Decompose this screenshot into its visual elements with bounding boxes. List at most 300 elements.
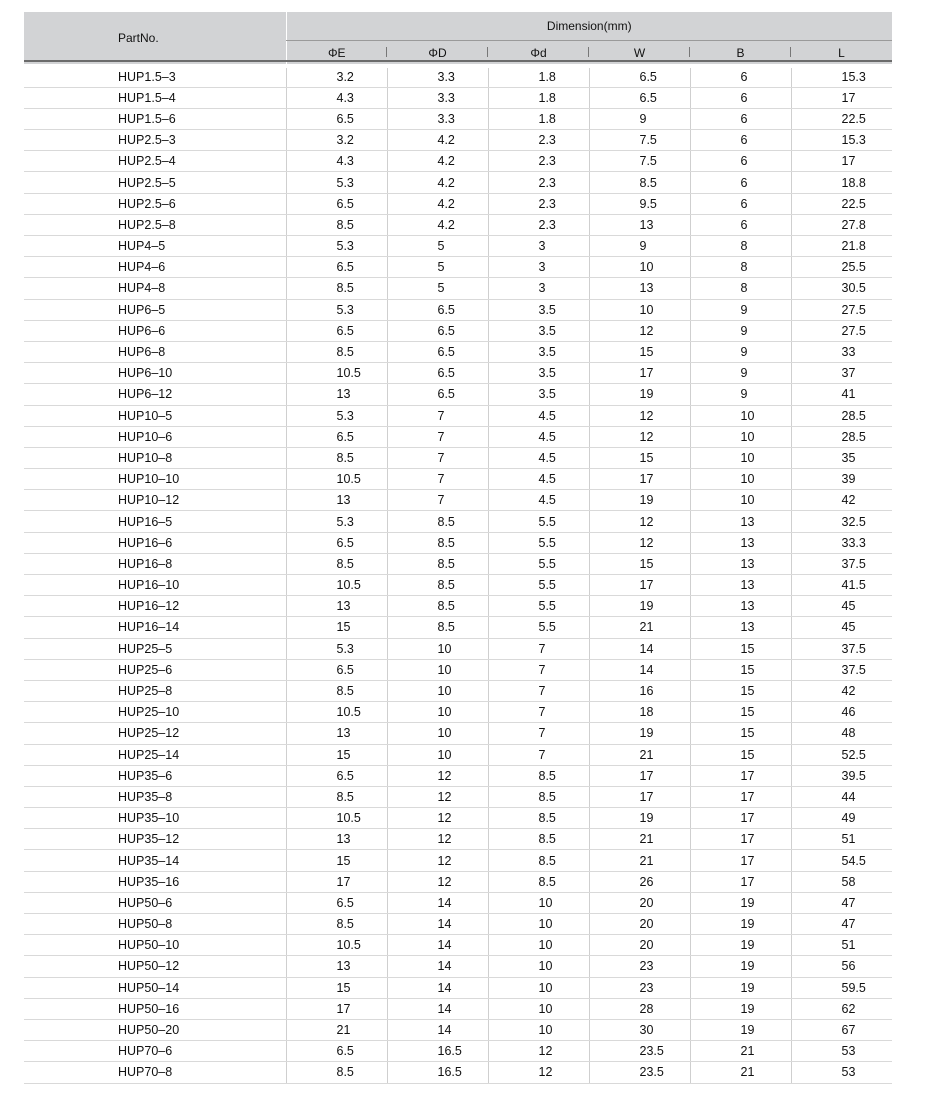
- cell-phi-small-d: 10: [488, 998, 589, 1019]
- cell-phi-small-d: 5.5: [488, 532, 589, 553]
- cell-partno: HUP10–12: [24, 490, 286, 511]
- cell-partno: HUP2.5–5: [24, 172, 286, 193]
- cell-partno: HUP25–8: [24, 680, 286, 701]
- cell-l: 41.5: [791, 575, 892, 596]
- cell-phi-e: 5.3: [286, 172, 387, 193]
- cell-phi-e: 17: [286, 871, 387, 892]
- dimension-header: Dimension(mm): [286, 12, 892, 41]
- cell-w: 19: [589, 490, 690, 511]
- cell-phi-small-d: 3: [488, 278, 589, 299]
- table-row: [24, 172, 892, 193]
- cell-b: 10: [690, 447, 791, 468]
- cell-phi-small-d: 10: [488, 892, 589, 913]
- cell-l: 49: [791, 808, 892, 829]
- cell-l: 46: [791, 702, 892, 723]
- cell-phi-d: 10: [387, 702, 488, 723]
- cell-phi-small-d: 8.5: [488, 765, 589, 786]
- cell-l: 37.5: [791, 553, 892, 574]
- cell-partno: HUP1.5–6: [24, 108, 286, 129]
- cell-partno: HUP16–5: [24, 511, 286, 532]
- cell-w: 23: [589, 956, 690, 977]
- cell-partno: HUP25–14: [24, 744, 286, 765]
- cell-phi-e: 8.5: [286, 1062, 387, 1083]
- cell-phi-small-d: 7: [488, 659, 589, 680]
- cell-b: 6: [690, 172, 791, 193]
- cell-partno: HUP10–10: [24, 469, 286, 490]
- cell-b: 10: [690, 469, 791, 490]
- cell-w: 23: [589, 977, 690, 998]
- cell-l: 33.3: [791, 532, 892, 553]
- cell-l: 52.5: [791, 744, 892, 765]
- cell-b: 19: [690, 935, 791, 956]
- cell-phi-e: 13: [286, 829, 387, 850]
- cell-l: 54.5: [791, 850, 892, 871]
- cell-w: 15: [589, 447, 690, 468]
- cell-phi-d: 3.3: [387, 108, 488, 129]
- cell-phi-d: 8.5: [387, 575, 488, 596]
- cell-partno: HUP6–12: [24, 384, 286, 405]
- cell-phi-d: 6.5: [387, 363, 488, 384]
- cell-phi-d: 16.5: [387, 1041, 488, 1062]
- cell-phi-e: 8.5: [286, 214, 387, 235]
- cell-phi-e: 13: [286, 596, 387, 617]
- cell-b: 19: [690, 892, 791, 913]
- cell-b: 19: [690, 977, 791, 998]
- cell-partno: HUP4–8: [24, 278, 286, 299]
- cell-l: 25.5: [791, 257, 892, 278]
- cell-b: 15: [690, 638, 791, 659]
- table-row: [24, 320, 892, 341]
- cell-phi-e: 5.3: [286, 511, 387, 532]
- cell-phi-d: 14: [387, 956, 488, 977]
- cell-phi-small-d: 3.5: [488, 363, 589, 384]
- cell-w: 9: [589, 108, 690, 129]
- cell-phi-d: 5: [387, 278, 488, 299]
- cell-phi-e: 13: [286, 490, 387, 511]
- cell-b: 19: [690, 1019, 791, 1040]
- cell-phi-d: 4.2: [387, 151, 488, 172]
- cell-phi-d: 12: [387, 871, 488, 892]
- cell-b: 21: [690, 1041, 791, 1062]
- cell-l: 18.8: [791, 172, 892, 193]
- cell-b: 15: [690, 680, 791, 701]
- cell-partno: HUP1.5–3: [24, 66, 286, 87]
- cell-l: 45: [791, 596, 892, 617]
- cell-phi-d: 3.3: [387, 66, 488, 87]
- cell-phi-e: 4.3: [286, 87, 387, 108]
- cell-l: 37.5: [791, 659, 892, 680]
- cell-w: 6.5: [589, 87, 690, 108]
- table-row: [24, 532, 892, 553]
- cell-phi-small-d: 4.5: [488, 447, 589, 468]
- cell-l: 27.5: [791, 299, 892, 320]
- cell-phi-e: 13: [286, 723, 387, 744]
- cell-phi-small-d: 3: [488, 236, 589, 257]
- cell-phi-small-d: 10: [488, 935, 589, 956]
- table-row: [24, 723, 892, 744]
- cell-b: 9: [690, 341, 791, 362]
- table-row: [24, 998, 892, 1019]
- cell-w: 17: [589, 575, 690, 596]
- cell-phi-d: 7: [387, 426, 488, 447]
- cell-partno: HUP16–6: [24, 532, 286, 553]
- cell-partno: HUP50–20: [24, 1019, 286, 1040]
- cell-phi-small-d: 12: [488, 1062, 589, 1083]
- cell-phi-d: 6.5: [387, 320, 488, 341]
- cell-phi-small-d: 1.8: [488, 87, 589, 108]
- cell-l: 47: [791, 892, 892, 913]
- cell-phi-d: 6.5: [387, 299, 488, 320]
- table-row: [24, 786, 892, 807]
- cell-w: 9.5: [589, 193, 690, 214]
- table-row: [24, 214, 892, 235]
- cell-b: 17: [690, 765, 791, 786]
- cell-l: 30.5: [791, 278, 892, 299]
- table-row: [24, 596, 892, 617]
- table-row: [24, 956, 892, 977]
- cell-b: 13: [690, 575, 791, 596]
- cell-phi-e: 10.5: [286, 808, 387, 829]
- cell-b: 6: [690, 151, 791, 172]
- cell-phi-small-d: 8.5: [488, 850, 589, 871]
- table-row: [24, 659, 892, 680]
- table-row: [24, 617, 892, 638]
- cell-l: 42: [791, 490, 892, 511]
- cell-phi-d: 10: [387, 744, 488, 765]
- cell-w: 12: [589, 426, 690, 447]
- cell-phi-e: 8.5: [286, 914, 387, 935]
- cell-l: 62: [791, 998, 892, 1019]
- cell-partno: HUP50–8: [24, 914, 286, 935]
- table-row: [24, 1041, 892, 1062]
- cell-phi-e: 5.3: [286, 236, 387, 257]
- cell-phi-e: 5.3: [286, 405, 387, 426]
- cell-b: 17: [690, 850, 791, 871]
- cell-phi-d: 12: [387, 765, 488, 786]
- cell-partno: HUP35–10: [24, 808, 286, 829]
- cell-phi-small-d: 7: [488, 723, 589, 744]
- cell-phi-small-d: 8.5: [488, 829, 589, 850]
- cell-w: 23.5: [589, 1041, 690, 1062]
- cell-l: 35: [791, 447, 892, 468]
- table-row: [24, 278, 892, 299]
- cell-b: 6: [690, 130, 791, 151]
- cell-w: 21: [589, 744, 690, 765]
- cell-partno: HUP4–6: [24, 257, 286, 278]
- cell-phi-e: 6.5: [286, 892, 387, 913]
- cell-w: 26: [589, 871, 690, 892]
- table-row: [24, 1062, 892, 1083]
- cell-phi-d: 14: [387, 914, 488, 935]
- header-divider: [24, 60, 892, 62]
- cell-b: 6: [690, 214, 791, 235]
- cell-b: 17: [690, 829, 791, 850]
- cell-l: 67: [791, 1019, 892, 1040]
- cell-phi-e: 5.3: [286, 638, 387, 659]
- table-row: [24, 892, 892, 913]
- cell-b: 9: [690, 299, 791, 320]
- cell-partno: HUP1.5–4: [24, 87, 286, 108]
- table-row: [24, 829, 892, 850]
- cell-phi-e: 6.5: [286, 108, 387, 129]
- cell-w: 17: [589, 786, 690, 807]
- cell-partno: HUP35–14: [24, 850, 286, 871]
- cell-w: 20: [589, 935, 690, 956]
- cell-phi-d: 12: [387, 829, 488, 850]
- cell-phi-e: 6.5: [286, 1041, 387, 1062]
- cell-w: 21: [589, 850, 690, 871]
- cell-w: 9: [589, 236, 690, 257]
- cell-partno: HUP25–6: [24, 659, 286, 680]
- cell-partno: HUP10–5: [24, 405, 286, 426]
- table-row: [24, 151, 892, 172]
- cell-l: 44: [791, 786, 892, 807]
- cell-w: 17: [589, 765, 690, 786]
- cell-phi-d: 12: [387, 808, 488, 829]
- cell-phi-d: 3.3: [387, 87, 488, 108]
- cell-phi-d: 5: [387, 257, 488, 278]
- cell-b: 13: [690, 532, 791, 553]
- cell-w: 17: [589, 469, 690, 490]
- cell-phi-small-d: 2.3: [488, 214, 589, 235]
- cell-partno: HUP2.5–8: [24, 214, 286, 235]
- cell-partno: HUP2.5–4: [24, 151, 286, 172]
- cell-phi-d: 12: [387, 786, 488, 807]
- cell-phi-e: 8.5: [286, 553, 387, 574]
- cell-b: 9: [690, 320, 791, 341]
- cell-partno: HUP25–12: [24, 723, 286, 744]
- table-row: [24, 257, 892, 278]
- cell-partno: HUP50–14: [24, 977, 286, 998]
- col-header-w: W: [589, 41, 690, 67]
- cell-phi-d: 8.5: [387, 553, 488, 574]
- cell-w: 7.5: [589, 151, 690, 172]
- cell-phi-d: 14: [387, 977, 488, 998]
- cell-phi-d: 6.5: [387, 384, 488, 405]
- cell-w: 21: [589, 829, 690, 850]
- cell-phi-e: 8.5: [286, 341, 387, 362]
- table-row: [24, 765, 892, 786]
- cell-partno: HUP16–12: [24, 596, 286, 617]
- cell-w: 15: [589, 553, 690, 574]
- cell-phi-e: 8.5: [286, 278, 387, 299]
- cell-b: 6: [690, 87, 791, 108]
- cell-phi-small-d: 5.5: [488, 553, 589, 574]
- cell-partno: HUP50–16: [24, 998, 286, 1019]
- cell-partno: HUP2.5–3: [24, 130, 286, 151]
- cell-phi-small-d: 2.3: [488, 130, 589, 151]
- cell-w: 17: [589, 363, 690, 384]
- cell-b: 15: [690, 702, 791, 723]
- cell-partno: HUP25–5: [24, 638, 286, 659]
- cell-l: 48: [791, 723, 892, 744]
- table-row: [24, 469, 892, 490]
- table-row: [24, 1019, 892, 1040]
- cell-partno: HUP35–6: [24, 765, 286, 786]
- cell-w: 10: [589, 299, 690, 320]
- cell-phi-small-d: 7: [488, 744, 589, 765]
- cell-w: 12: [589, 532, 690, 553]
- cell-phi-small-d: 3.5: [488, 320, 589, 341]
- cell-phi-small-d: 5.5: [488, 575, 589, 596]
- cell-phi-d: 8.5: [387, 532, 488, 553]
- cell-b: 8: [690, 236, 791, 257]
- cell-phi-e: 6.5: [286, 659, 387, 680]
- table-row: [24, 638, 892, 659]
- cell-w: 30: [589, 1019, 690, 1040]
- table-row: [24, 977, 892, 998]
- cell-phi-small-d: 7: [488, 680, 589, 701]
- cell-l: 28.5: [791, 405, 892, 426]
- cell-phi-d: 4.2: [387, 193, 488, 214]
- cell-b: 9: [690, 384, 791, 405]
- cell-partno: HUP16–8: [24, 553, 286, 574]
- cell-phi-small-d: 2.3: [488, 193, 589, 214]
- cell-w: 7.5: [589, 130, 690, 151]
- cell-l: 51: [791, 935, 892, 956]
- cell-phi-small-d: 5.5: [488, 511, 589, 532]
- cell-phi-e: 10.5: [286, 935, 387, 956]
- cell-phi-small-d: 7: [488, 638, 589, 659]
- cell-phi-d: 12: [387, 850, 488, 871]
- col-header-phi-e: ΦE: [286, 41, 387, 67]
- cell-l: 21.8: [791, 236, 892, 257]
- cell-b: 13: [690, 596, 791, 617]
- cell-phi-small-d: 8.5: [488, 871, 589, 892]
- cell-w: 6.5: [589, 66, 690, 87]
- cell-phi-d: 8.5: [387, 511, 488, 532]
- cell-phi-e: 17: [286, 998, 387, 1019]
- cell-b: 17: [690, 808, 791, 829]
- cell-w: 14: [589, 659, 690, 680]
- cell-w: 16: [589, 680, 690, 701]
- partno-header: PartNo.: [24, 12, 286, 66]
- cell-b: 21: [690, 1062, 791, 1083]
- cell-phi-small-d: 1.8: [488, 66, 589, 87]
- cell-w: 21: [589, 617, 690, 638]
- cell-phi-small-d: 2.3: [488, 151, 589, 172]
- table-row: [24, 405, 892, 426]
- cell-w: 19: [589, 384, 690, 405]
- dimension-table: [24, 12, 892, 1084]
- cell-phi-e: 13: [286, 956, 387, 977]
- table-row: [24, 363, 892, 384]
- table-row: [24, 511, 892, 532]
- cell-l: 39.5: [791, 765, 892, 786]
- cell-l: 51: [791, 829, 892, 850]
- cell-w: 14: [589, 638, 690, 659]
- cell-phi-d: 7: [387, 405, 488, 426]
- cell-partno: HUP70–6: [24, 1041, 286, 1062]
- cell-phi-d: 16.5: [387, 1062, 488, 1083]
- cell-b: 19: [690, 914, 791, 935]
- cell-b: 15: [690, 659, 791, 680]
- cell-phi-d: 10: [387, 659, 488, 680]
- cell-partno: HUP10–8: [24, 447, 286, 468]
- cell-phi-small-d: 3: [488, 257, 589, 278]
- cell-w: 19: [589, 723, 690, 744]
- cell-phi-small-d: 3.5: [488, 341, 589, 362]
- header-row-group: [24, 12, 892, 41]
- table-body: [24, 66, 892, 1083]
- cell-phi-small-d: 4.5: [488, 490, 589, 511]
- cell-l: 56: [791, 956, 892, 977]
- cell-b: 8: [690, 278, 791, 299]
- cell-partno: HUP50–10: [24, 935, 286, 956]
- cell-partno: HUP70–8: [24, 1062, 286, 1083]
- cell-phi-e: 15: [286, 850, 387, 871]
- cell-w: 13: [589, 278, 690, 299]
- cell-phi-e: 8.5: [286, 680, 387, 701]
- cell-phi-e: 10.5: [286, 363, 387, 384]
- cell-w: 18: [589, 702, 690, 723]
- cell-phi-small-d: 10: [488, 956, 589, 977]
- cell-phi-e: 15: [286, 744, 387, 765]
- cell-phi-e: 3.2: [286, 130, 387, 151]
- cell-b: 17: [690, 786, 791, 807]
- cell-l: 42: [791, 680, 892, 701]
- cell-partno: HUP50–12: [24, 956, 286, 977]
- cell-phi-e: 5.3: [286, 299, 387, 320]
- cell-b: 15: [690, 723, 791, 744]
- cell-phi-small-d: 5.5: [488, 617, 589, 638]
- cell-b: 19: [690, 956, 791, 977]
- cell-phi-e: 6.5: [286, 193, 387, 214]
- table-row: [24, 744, 892, 765]
- cell-w: 23.5: [589, 1062, 690, 1083]
- cell-w: 12: [589, 405, 690, 426]
- cell-phi-d: 4.2: [387, 214, 488, 235]
- cell-phi-small-d: 3.5: [488, 384, 589, 405]
- cell-phi-d: 10: [387, 680, 488, 701]
- cell-l: 22.5: [791, 108, 892, 129]
- cell-partno: HUP35–12: [24, 829, 286, 850]
- cell-phi-e: 6.5: [286, 257, 387, 278]
- cell-l: 37.5: [791, 638, 892, 659]
- cell-phi-small-d: 4.5: [488, 405, 589, 426]
- cell-partno: HUP6–5: [24, 299, 286, 320]
- cell-phi-e: 4.3: [286, 151, 387, 172]
- cell-partno: HUP6–6: [24, 320, 286, 341]
- cell-phi-d: 14: [387, 998, 488, 1019]
- cell-phi-d: 14: [387, 935, 488, 956]
- cell-b: 6: [690, 108, 791, 129]
- table-row: [24, 553, 892, 574]
- cell-l: 59.5: [791, 977, 892, 998]
- cell-phi-small-d: 10: [488, 1019, 589, 1040]
- cell-l: 32.5: [791, 511, 892, 532]
- cell-w: 15: [589, 341, 690, 362]
- cell-phi-d: 8.5: [387, 617, 488, 638]
- cell-phi-small-d: 4.5: [488, 469, 589, 490]
- cell-b: 6: [690, 193, 791, 214]
- cell-phi-small-d: 8.5: [488, 786, 589, 807]
- cell-l: 47: [791, 914, 892, 935]
- table-row: [24, 66, 892, 87]
- table-row: [24, 299, 892, 320]
- cell-b: 15: [690, 744, 791, 765]
- cell-phi-d: 10: [387, 638, 488, 659]
- cell-phi-e: 21: [286, 1019, 387, 1040]
- table-row: [24, 193, 892, 214]
- cell-w: 19: [589, 596, 690, 617]
- cell-phi-e: 6.5: [286, 426, 387, 447]
- cell-phi-d: 6.5: [387, 341, 488, 362]
- cell-phi-small-d: 5.5: [488, 596, 589, 617]
- cell-b: 13: [690, 511, 791, 532]
- cell-partno: HUP50–6: [24, 892, 286, 913]
- table-row: [24, 447, 892, 468]
